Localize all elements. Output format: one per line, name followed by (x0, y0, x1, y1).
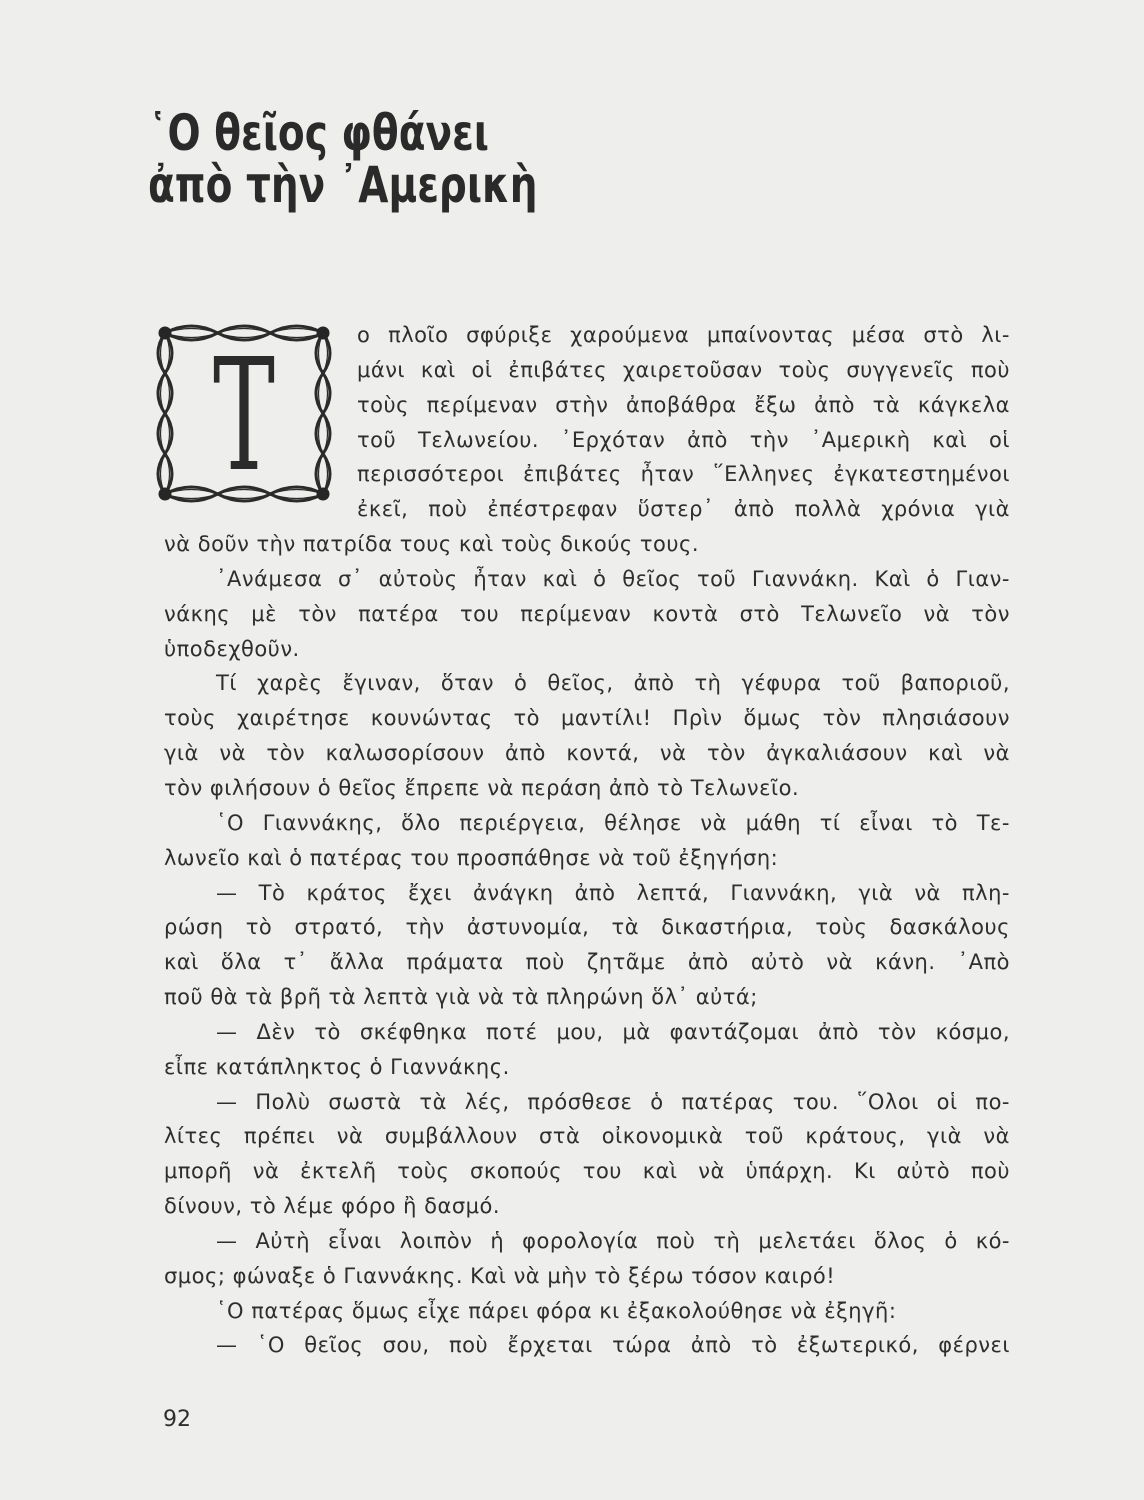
text-line: ῾Ο Γιαννάκης, ὅλο περιέργεια, θέλησε νὰ μάθη τί εἶναι τὸ Τε- (216, 810, 1010, 835)
text-line: ο πλοῖο σφύριξε χαρούμενα μπαίνοντας μέσα στὸ λι- (357, 323, 1010, 347)
text-line: σμος; φώναξε ὁ Γιαννάκης. Καὶ νὰ μὴν τὸ ξέρω τόσον καιρό! (164, 1263, 836, 1288)
text-line: ᾿Ανάμεσα σ᾿ αὐτοὺς ἦταν καὶ ὁ θεῖος τοῦ Γιαννάκη. Καὶ ὁ Γιαν- (216, 566, 1010, 591)
text-line: ποῦ θὰ τὰ βρῆ τὰ λεπτὰ γιὰ νὰ τὰ πληρώνη ὅλ᾿ αὐτά; (164, 985, 758, 1010)
text-line: τοῦ Τελωνείου. ᾿Ερχόταν ἀπὸ τὴν ᾿Αμερικὴ καὶ οἱ (357, 427, 1010, 452)
text-line: Τί χαρὲς ἔγιναν, ὅταν ὁ θεῖος, ἀπὸ τὴ γέφυρα τοῦ βαποριοῦ, (216, 671, 1010, 696)
text-line: εἶπε κατάπληκτος ὁ Γιαννάκης. (164, 1054, 510, 1079)
text-line: λωνεῖο καὶ ὁ πατέρας του προσπάθησε νὰ τοῦ ἐξηγήση: (164, 845, 779, 870)
paragraph (164, 1328, 1010, 1363)
text-line: — Τὸ κράτος ἔχει ἀνάγκη ἀπὸ λεπτά, Γιαννάκη, γιὰ νὰ πλη- (216, 880, 1010, 905)
text-line: ρώση τὸ στρατό, τὴν ἀστυνομία, τὰ δικαστήρια, τοὺς δασκάλους (164, 915, 1010, 940)
text-line: τὸν φιλήσουν ὁ θεῖος ἔπρεπε νὰ περάση ἀπὸ τὸ Τελωνεῖο. (164, 775, 800, 800)
text-line: μπορῆ νὰ ἐκτελῆ τοὺς σκοπούς του καὶ νὰ ὑπάρχη. Κι αὐτὸ ποὺ (164, 1159, 1010, 1184)
text-line: — Δὲν τὸ σκέφθηκα ποτέ μου, μὰ φαντάζομαι ἀπὸ τὸν κόσμο, (216, 1019, 1010, 1044)
text-line: περισσότεροι ἐπιβάτες ἦταν ῞Ελληνες ἐγκατεστημένοι (357, 462, 1010, 487)
paragraph (164, 1224, 1010, 1294)
text-line: νὰ δοῦν τὴν πατρίδα τους καὶ τοὺς δικούς τους. (164, 532, 700, 557)
paragraph (164, 1015, 1010, 1085)
paragraph (164, 318, 1010, 562)
text-line: ῾Ο πατέρας ὅμως εἶχε πάρει φόρα κι ἐξακολούθησε νὰ ἐξηγῆ: (216, 1298, 897, 1323)
paragraph (164, 666, 1010, 805)
text-line: — Αὐτὴ εἶναι λοιπὸν ἡ φορολογία ποὺ τὴ μελετάει ὅλος ὁ κό- (216, 1228, 1010, 1253)
text-line: τοὺς περίμεναν στὴν ἀποβάθρα ἔξω ἀπὸ τὰ κάγκελα (357, 392, 1010, 417)
text-line: λίτες πρέπει νὰ συμβάλλουν στὰ οἰκονομικὰ τοῦ κράτους, γιὰ νὰ (164, 1124, 1010, 1149)
text-line: ἐκεῖ, ποὺ ἐπέστρεφαν ὕστερ᾿ ἀπὸ πολλὰ χρόνια γιὰ (357, 497, 1010, 522)
drop-cap-letter: Τ (212, 325, 276, 507)
body-text (164, 318, 1010, 1363)
paragraph (164, 1085, 1010, 1224)
paragraph (164, 806, 1010, 876)
paragraph (164, 562, 1010, 667)
text-line: — Πολὺ σωστὰ τὰ λές, πρόσθεσε ὁ πατέρας του. ῞Ολοι οἱ πο- (216, 1089, 1010, 1114)
paragraph (164, 1294, 1010, 1329)
page-number: 92 (163, 1407, 191, 1432)
text-line: καὶ ὅλα τ᾿ ἄλλα πράματα ποὺ ζητᾶμε ἀπὸ αὐτὸ νὰ κάνη. ᾿Απὸ (164, 950, 1010, 975)
text-line: δίνουν, τὸ λέμε φόρο ἢ δασμό. (164, 1194, 501, 1219)
text-line: νάκης μὲ τὸν πατέρα του περίμεναν κοντὰ στὸ Τελωνεῖο νὰ τὸν (164, 601, 1010, 626)
text-line: μάνι καὶ οἱ ἐπιβάτες χαιρετοῦσαν τοὺς συγγενεῖς ποὺ (357, 357, 1010, 382)
chapter-title-line-2: ἀπὸ τὴν ᾿Αμερικὴ (148, 156, 538, 214)
text-line: — ῾Ο θεῖος σου, ποὺ ἔρχεται τώρα ἀπὸ τὸ ἐξωτερικό, φέρνει (216, 1333, 1010, 1358)
chapter-title-line-1: ῾Ο θεῖος φθάνει (148, 104, 489, 162)
text-line: τοὺς χαιρέτησε κουνώντας τὸ μαντίλι! Πρὶν ὅμως τὸν πλησιάσουν (164, 706, 1010, 731)
chapter-title (148, 104, 848, 214)
text-line: γιὰ νὰ τὸν καλωσορίσουν ἀπὸ κοντά, νὰ τὸν ἀγκαλιάσουν καὶ νὰ (164, 741, 1010, 766)
text-line: ὑποδεχθοῦν. (164, 636, 300, 661)
paragraph (164, 876, 1010, 1015)
